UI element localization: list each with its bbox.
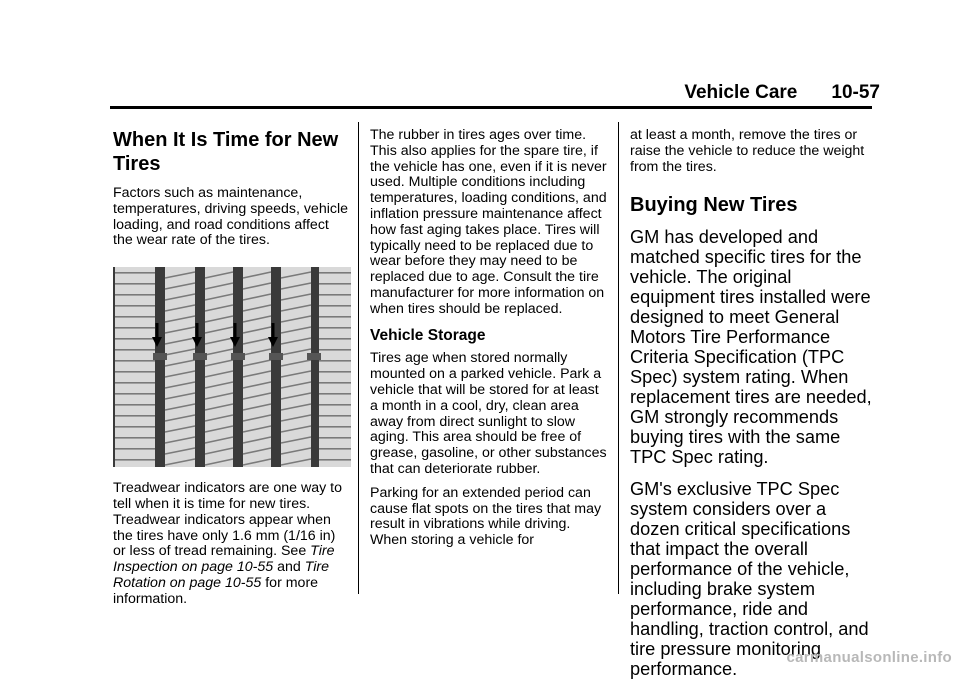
treadwear-end-text: for more information. [113,574,319,607]
sipe-line [319,393,351,395]
wear-bar [307,353,321,360]
sipe-line [115,448,155,450]
buying-tires-heading: Buying New Tires [630,194,798,217]
column-3 [630,128,874,691]
wear-bar [193,353,207,360]
watermark: carmanualsonline.info [786,649,952,666]
column-divider-2 [618,122,619,594]
sipe-line [319,415,351,417]
sipe-line [115,338,155,340]
aging-paragraph: The rubber in tires ages over time. This also applies for the spare tire, if the vehicle has one, even if it is never used. Multiple conditions including temperatures, loading conditions, and inflation pressure maintenance affect how fast aging takes place. Tires will typically need to be replaced due to wear before they may need to be replaced due to age. Consult the tire manufacturer for more information on when tires should be replaced. [370,127,607,317]
tire-rotation-link[interactable]: Tire Rotation on page 10-55 [113,559,330,591]
sipe-line [115,459,155,461]
sipe-line [115,426,155,428]
header-rule [110,106,872,109]
sipe-line [319,294,351,296]
sipe-line [319,272,351,274]
storage-continued-paragraph: at least a month, remove the tires or raise the vehicle to reduce the weight from the tires. [630,127,865,175]
sipe-line [319,316,351,318]
sipe-line [319,448,351,450]
section-title: Vehicle Care [684,82,798,103]
sipe-line [319,404,351,406]
sipe-line [115,283,155,285]
sipe-line [115,371,155,373]
storage-paragraph: Tires age when stored normally mounted on a parked vehicle. Park a vehicle that will be stored for at least a month in a cool, dry, clean area away from direct sunlight to slow aging. This area should be free of grease, gasoline, or other substances that can deteriorate rubber. [370,350,607,477]
sipe-line [319,437,351,439]
sipe-line [319,327,351,329]
sipe-line [115,294,155,296]
sipe-line [319,283,351,285]
treadwear-indicator-icon [113,267,351,467]
arrow-shaft [156,323,159,339]
sipe-line [319,360,351,362]
wear-bar [231,353,245,360]
flat-spots-paragraph: Parking for an extended period can cause flat spots on the tires that may result in vibrations while driving. When storing a vehicle for [370,484,602,549]
sipe-line [319,305,351,307]
intro-paragraph: Factors such as maintenance, temperatures, driving speeds, vehicle loading, and road conditions affect the wear rate of the tires. [113,185,349,249]
sipe-line [319,426,351,428]
sipe-line [115,393,155,395]
sipe-line [319,349,351,351]
sipe-line [115,415,155,417]
sipe-line [115,360,155,362]
column-divider-1 [358,122,359,594]
vehicle-storage-heading: Vehicle Storage [370,326,486,344]
sipe-line [115,316,155,318]
tpc-paragraph: GM has developed and matched specific tires for the vehicle. The original equipment tires installed were designed to meet General Motors Tire Performance Criteria Specification (TPC Spec) system rating. When replacement tires are needed, GM strongly recommends buying tires with the same TPC Spec rating. [630,227,872,468]
tpc-system-paragraph: GM's exclusive TPC Spec system considers over a dozen critical specifications that impact the overall performance of the vehicle, including brake system performance, ride and handling, traction control, and tire pressure monitoring performance. [630,479,869,680]
sipe-line [319,459,351,461]
and-text: and [273,559,305,576]
arrow-shaft [196,323,199,339]
buying-tires-body [630,227,874,679]
sipe-line [115,349,155,351]
sipe-line [319,371,351,373]
sipe-line [115,437,155,439]
sipe-line [115,272,155,274]
treadwear-paragraph [113,481,351,607]
sipe-line [115,404,155,406]
tire-inspection-link[interactable]: Tire Inspection on page 10-55 [113,543,335,576]
column-1 [113,128,351,616]
column-2 [370,128,608,557]
page-header [684,82,880,104]
sipe-line [115,305,155,307]
sipe-line [319,382,351,384]
section-heading: When It Is Time for New Tires [113,129,339,175]
sipe-line [115,382,155,384]
wear-bar [153,353,167,360]
arrow-shaft [272,323,275,339]
sipe-line [319,338,351,340]
sipe-line [115,327,155,329]
treadwear-text: Treadwear indicators are one way to tell when it is time for new tires. Treadwear indicators appear when the tires have only 1.6 mm (1/16 in) or less of tread remaining. See [113,480,342,560]
arrow-shaft [234,323,237,339]
page-number: 10-57 [831,82,880,103]
wear-bar [269,353,283,360]
